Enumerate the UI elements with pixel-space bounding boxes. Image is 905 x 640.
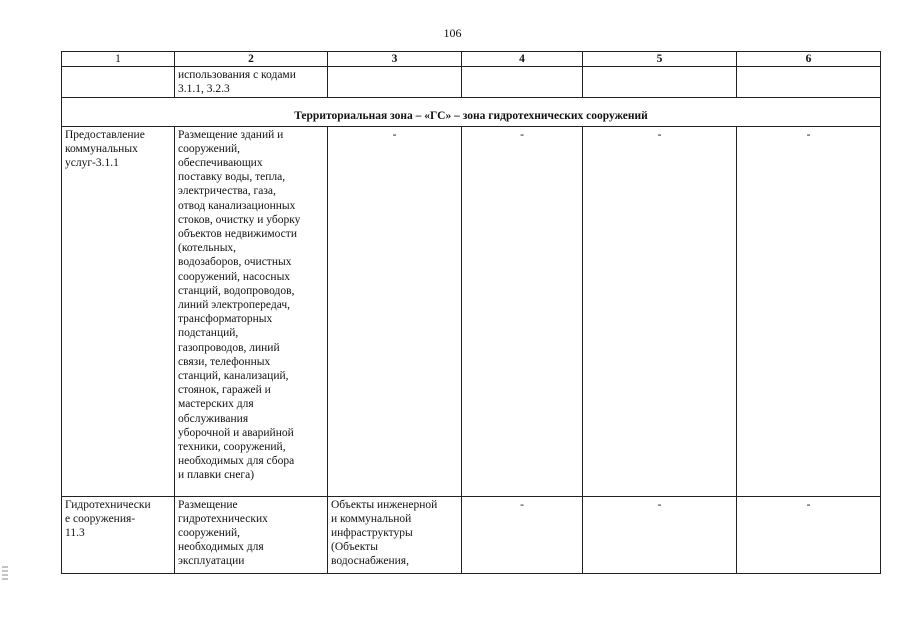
zone-title: Территориальная зона – «ГС» – зона гидротехнических сооружений (62, 106, 881, 127)
continuation-col2: использования с кодами 3.1.1, 3.2.3 (175, 67, 328, 98)
zone-title-row (62, 106, 881, 127)
column-number-3: 3 (328, 52, 462, 67)
page-number: 106 (443, 26, 462, 40)
column-number-6: 6 (737, 52, 881, 67)
continuation-col3 (328, 67, 462, 98)
column-number-4: 4 (462, 52, 583, 67)
row1-use-type: Предоставление коммунальных услуг-3.1.1 (62, 126, 175, 496)
continuation-row (62, 67, 881, 98)
row1-description: Размещение зданий и сооружений, обеспечивающих поставку воды, тепла, электричества, газа, отвод канализационных стоков, очистку и уборку объектов недвижимости (котельных, водозаборов, очистных сооружений, насосных станций, водопроводов, линий электропередач, трансформаторных подстанций, газопроводов, линий связи, телефонных станций, канализаций, стоянок, гаражей и мастерских для обслуживания уборочной и аварийной техники, сооружений, необходимых для сбора и плавки снега) (175, 126, 328, 496)
continuation-col6 (737, 67, 881, 98)
zoning-table (61, 51, 881, 574)
row1-col5: - (583, 126, 737, 496)
continuation-col5 (583, 67, 737, 98)
column-number-1: 1 (62, 52, 175, 67)
row2-description: Размещение гидротехнических сооружений, необходимых для эксплуатации (175, 496, 328, 573)
column-number-2: 2 (175, 52, 328, 67)
row2-col4: - (462, 496, 583, 573)
row1-col4: - (462, 126, 583, 496)
continuation-col4 (462, 67, 583, 98)
row2-use-type: Гидротехнически е сооружения- 11.3 (62, 496, 175, 573)
row1-col3: - (328, 126, 462, 496)
row2-col6: - (737, 496, 881, 573)
table-row (62, 496, 881, 573)
scan-margin-mark (2, 565, 8, 581)
row2-col5: - (583, 496, 737, 573)
continuation-col1 (62, 67, 175, 98)
spacer-row (62, 98, 881, 106)
row2-col3: Объекты инженерной и коммунальной инфраструктуры (Объекты водоснабжения, (328, 496, 462, 573)
column-number-row (62, 52, 881, 67)
table-row (62, 126, 881, 496)
column-number-5: 5 (583, 52, 737, 67)
row1-col6: - (737, 126, 881, 496)
